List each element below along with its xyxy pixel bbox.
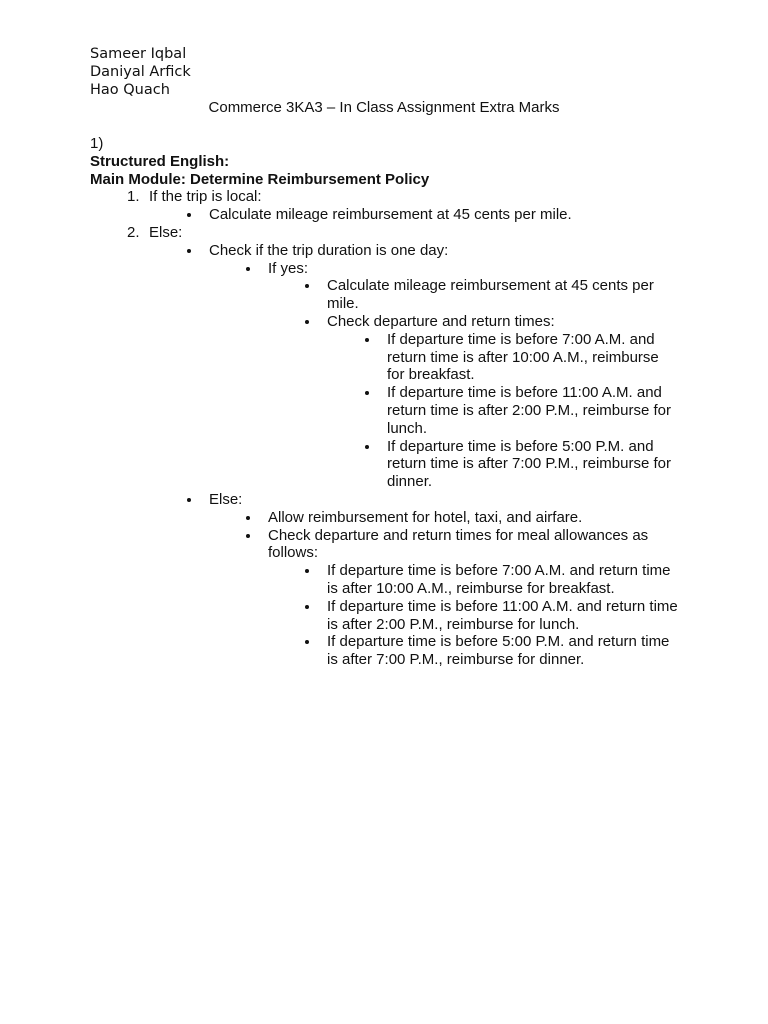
bullet-item [90,242,690,260]
item-text: If departure time is before 5:00 P.M. and return time is after 7:00 P.M., reimburse for dinner. [387,437,671,491]
bullet-icon [305,569,309,573]
bullet-icon [187,498,191,502]
document-title: Commerce 3KA3 – In Class Assignment Extra Marks [208,99,560,116]
bullet-icon [365,391,369,395]
author-name: Hao Quach [90,82,170,98]
item-text: If departure time is before 7:00 A.M. and return time is after 10:00 A.M., reimburse for breakfast. [327,562,671,597]
bullet-icon [246,516,250,520]
bullet-item [90,313,667,331]
bullet-icon [305,605,309,609]
bullet-icon [187,249,191,253]
bullet-icon [305,284,309,288]
item-text: Check departure and return times: [327,312,555,330]
author-name: Sameer Iqbal [90,46,187,62]
item-text: Else: [149,223,183,241]
bullet-item [90,384,679,437]
item-text: Calculate mileage reimbursement at 45 cents per mile. [209,206,572,224]
item-text: If departure time is before 11:00 A.M. and return time is after 2:00 P.M., reimburse for lunch. [387,384,671,437]
item-text: Check departure and return times for meal allowances as follows: [268,526,649,562]
item-text: Check if the trip duration is one day: [209,241,449,259]
item-number: 1. [127,188,140,206]
question-number: 1) [90,135,104,152]
bullet-item [90,260,690,278]
author-list [90,45,191,99]
section-heading: Structured English: [90,152,230,170]
numbered-item [90,188,690,206]
item-text: Allow reimbursement for hotel, taxi, and airfare. [268,508,583,526]
bullet-item [90,277,667,313]
item-text: Calculate mileage reimbursement at 45 cents per mile. [327,277,654,313]
author-name: Daniyal Arfick [90,64,191,80]
item-number: 2. [127,223,140,241]
module-heading: Main Module: Determine Reimbursement Policy [90,170,430,188]
bullet-icon [365,445,369,449]
bullet-icon [305,640,309,644]
item-text: Else: [209,490,243,508]
bullet-item [90,598,679,634]
item-text: If departure time is before 11:00 A.M. and return time is after 2:00 P.M., reimburse for lunch. [327,597,678,633]
bullet-icon [246,267,250,271]
item-text: If yes: [268,259,309,277]
bullet-item [90,206,690,224]
bullet-icon [305,320,309,324]
bullet-icon [246,534,250,538]
bullet-icon [187,213,191,217]
bullet-item [90,562,679,598]
numbered-item [90,224,690,242]
bullet-item [90,527,668,563]
bullet-item [90,438,679,491]
bullet-item [90,331,679,384]
document-body [90,135,690,669]
bullet-item [90,491,690,509]
item-text: If the trip is local: [149,188,262,206]
item-text: If departure time is before 7:00 A.M. and return time is after 10:00 A.M., reimburse for breakfast. [387,330,659,384]
bullet-item [90,509,668,527]
item-text: If departure time is before 5:00 P.M. and return time is after 7:00 P.M., reimburse for dinner. [327,633,670,669]
bullet-item [90,633,679,669]
bullet-icon [365,338,369,342]
